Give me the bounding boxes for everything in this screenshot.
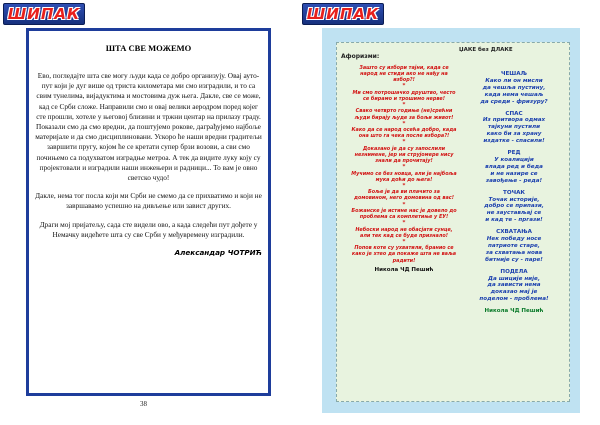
poem-line: Из притвора одмах xyxy=(482,117,546,124)
article-title: ШТА СВЕ МОЖЕМО xyxy=(105,43,192,53)
star-separator: * xyxy=(402,220,406,227)
article-paragraph: Ево, погледајте шта све могу људи када се добро организују. Овај ауто-пут који је дуг више од триста километара ми смо изградили, и то са свим тунелима, вијадуктима и мостовима дуж њега. Дакле, све се може, кад се Срби сложе. Направили смо и овај велики аеродром поред којег сте прошли, хотеле у његовој близини и тржни центар на прилазу граду. Показали смо да смо вредни, да поштујемо рокове, даграђујемо најбоље материјале и да смо дисциплиновани. Ускоро ће наши вредни градитељи завршити пругу, којом ће се кретати супер брзи возови, а сви смо почињемо са подухватом изградње метроа. А тек да видите луку коју су пројектовали и изградили наши инжењери и радници... То вам је овно светско чудо! xyxy=(35,71,262,183)
aphorism: Доказано је да су запослили незнимене, јер ни струјомере нису знали да прочитају! xyxy=(354,145,454,165)
article-paragraph: Драги мој пријатељу, сада сте видели ово, а када следећи пут дођете у Немачку видећете шта су све Срби у међувремену изградили. xyxy=(39,219,258,239)
poem-line: када нема чешаљ xyxy=(484,91,544,98)
poem-line: за схватања нова xyxy=(485,249,543,256)
aphorisms-column xyxy=(351,65,457,273)
article-signature: Александар ЧОТРИЋ xyxy=(174,248,262,258)
logo xyxy=(3,3,85,25)
aphorism: Свако четврто годиње (не)срећни људи бирају људе за бољи живот! xyxy=(354,108,454,121)
logo-text: ШИПАК xyxy=(7,5,81,23)
poem-title: ЧЕШАЉ xyxy=(500,71,528,77)
page-number: 38 xyxy=(140,400,147,408)
star-separator: * xyxy=(402,101,406,108)
poem-line: влада ред и беда xyxy=(485,163,543,170)
aphorism: Боље је да ви плачито за домовином, него домовина од вас! xyxy=(354,189,454,202)
poem-line: У коалицији xyxy=(494,156,534,163)
article-paragraph: Дакле, нема тог посла који ми Срби не смемо да се прихватимо и који не завршавамо успешно на дивљење или завист других. xyxy=(35,191,262,211)
poem-line: Точак историје, xyxy=(488,196,540,203)
poem-line: Нек победу носе xyxy=(486,236,542,243)
poem-line: тајкуни пустили xyxy=(487,124,541,131)
poems-author: Никола ЧД Пешић xyxy=(484,308,544,315)
star-separator: * xyxy=(402,164,406,171)
poem-line: патриоте старе, xyxy=(488,242,540,249)
poem xyxy=(463,229,565,264)
star-separator: * xyxy=(402,201,406,208)
poem-line: завођење - реда! xyxy=(485,177,543,184)
poem-line: добро се припази, xyxy=(484,203,544,210)
poems-column xyxy=(463,69,565,315)
poem-line: да чешља пустину, xyxy=(482,84,546,91)
logo-text: ШИПАК xyxy=(306,5,380,23)
aphorism: Попов коте су ухватили, бранио се како је хтео да покаже шта не ваља радити! xyxy=(351,245,457,264)
poem-line: не заустављај се xyxy=(486,210,542,217)
poem-line: да зависти нема xyxy=(487,282,541,289)
aphorism: Небоски народ не обасјати сунце, али тек кад се буде признало! xyxy=(355,226,453,239)
poem xyxy=(463,150,565,185)
aphorism: Мучимо се без новца, али је најбоља мука доћи до њега! xyxy=(351,170,457,183)
poem-line: издатке - спасили! xyxy=(483,138,545,145)
poem-title: СПАС xyxy=(505,110,523,117)
aphorisms-label: Афоризми: xyxy=(341,53,380,60)
poem-line: и кад те - пргази! xyxy=(485,217,543,224)
aphorism: Божанске је истине нас је довело до проблема са комплетиње у ЕУ! xyxy=(351,208,457,221)
right-page xyxy=(300,0,600,425)
star-separator: * xyxy=(402,238,406,245)
poem-line: доказао мај је xyxy=(490,289,538,296)
poem-line: Да шиције није, xyxy=(488,275,540,282)
star-separator: * xyxy=(402,139,406,146)
poem-line: и не назире се xyxy=(490,170,538,177)
article-frame xyxy=(26,28,271,396)
logo xyxy=(302,3,384,25)
poetry-panel xyxy=(336,42,570,402)
poem-line: поделом - проблема! xyxy=(479,296,549,303)
poem-line: Како ли он мисли xyxy=(485,77,543,84)
poem xyxy=(463,71,565,106)
poem-title: РЕД xyxy=(507,150,521,157)
poem-line: да среди - фризуру? xyxy=(480,98,548,105)
poem-title: СХВАТАЊА xyxy=(496,229,532,236)
poem xyxy=(463,269,565,304)
star-separator: * xyxy=(402,120,406,127)
aphorisms-author: Никола ЧД Пешић xyxy=(374,266,434,273)
poem-title: ТОЧАК xyxy=(503,189,525,196)
poem-title: ПОДЕЛА xyxy=(500,268,528,275)
aphorism: Ми смо потрошачко друштво, често се бирамо и трошимо нерве! xyxy=(352,89,456,102)
poem-line: како би за храну xyxy=(486,131,542,138)
star-separator: * xyxy=(402,83,406,90)
poetry-frame xyxy=(322,28,580,413)
poem-line: битније су - паре! xyxy=(485,256,543,263)
aphorism: Зашто су избори тајни, када се народ не стиди ако не нађу на избор?! xyxy=(359,65,449,84)
poem xyxy=(463,111,565,146)
section-header: ЏАКЕ без ДЛАКЕ xyxy=(459,47,513,53)
poem xyxy=(463,190,565,225)
aphorism: Како да се народ осећа добро, када она што га чека после избора?! xyxy=(351,127,457,140)
star-separator: * xyxy=(402,182,406,189)
